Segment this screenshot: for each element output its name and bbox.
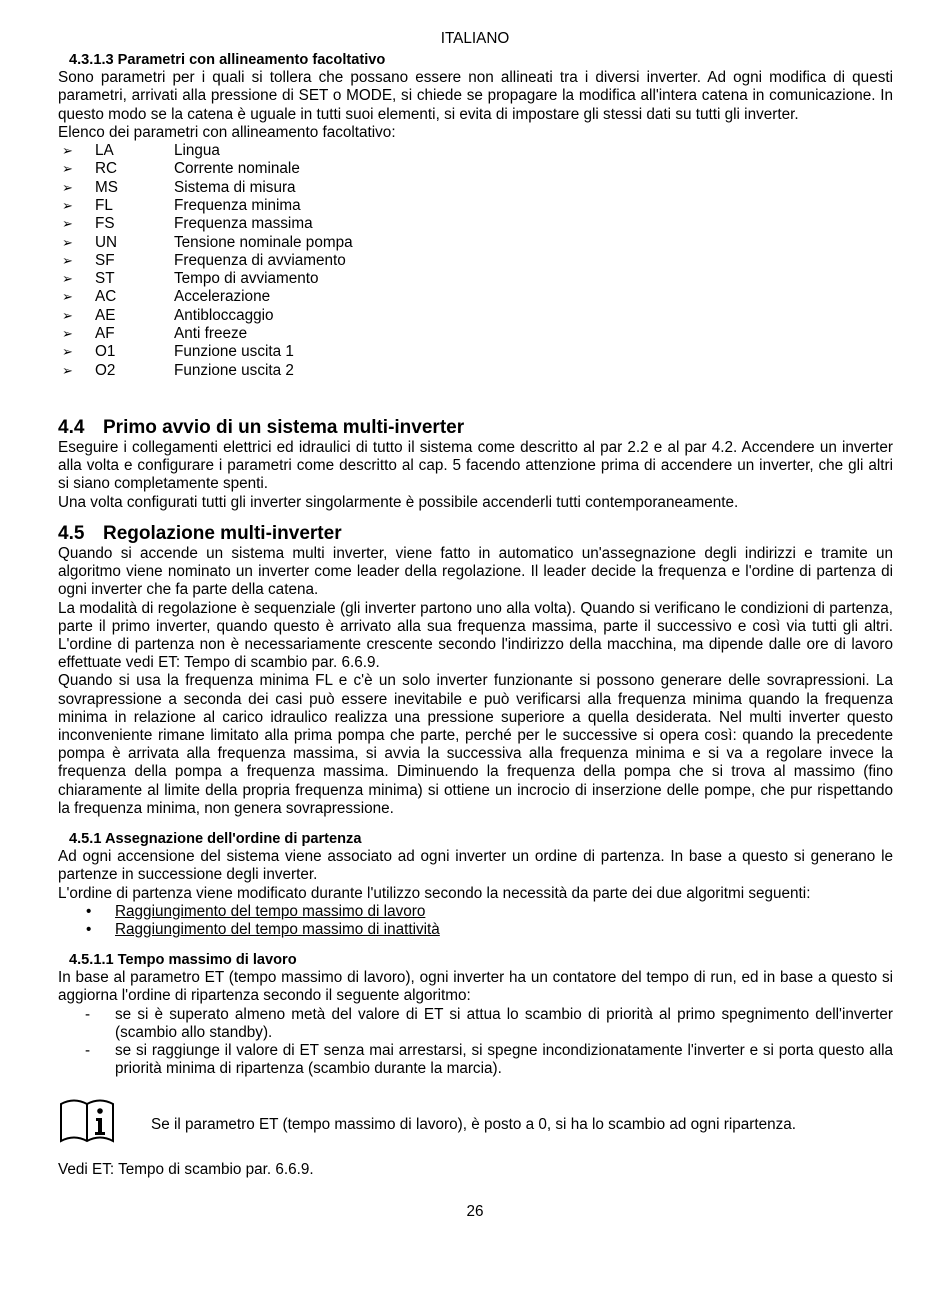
list-intro: Elenco dei parametri con allineamento facoltativo: [58,123,396,141]
param-code: AE [95,306,116,324]
section-heading [58,523,893,545]
section-paragraph: Sono parametri per i quali si tollera che possano essere non allineati tra i diversi inverter. Ad ogni modifica di questi parametri, arrivati alla pressione di SET o MODE, si chiede se propagare la modifica all'intera catena in comunicazione. In questo modo se la catena è uguale in tutti suoi elementi, si evita di impostare gli stessi dati su tutti gli inverter. [58,69,893,123]
param-desc: Lingua [174,142,220,160]
section-heading: 4.5.1.1 Tempo massimo di lavoro [69,952,297,968]
arrow-bullet-icon: ➢ [62,271,73,287]
section-number: 4.5 [58,523,85,544]
section-4-5-1-1 [58,951,893,1078]
section-4-3-1-3 [58,51,893,380]
bullet-icon: • [86,902,92,920]
list-item [58,1006,893,1042]
list-item [58,252,893,270]
param-desc: Frequenza massima [174,215,313,233]
param-desc: Funzione uscita 1 [174,343,294,361]
section-paragraph: Eseguire i collegamenti elettrici ed idraulici di tutto il sistema come descritto al par 2.2 e al par 4.2. Accendere un inverter alla volta e configurare i parametri come descritto al cap. 5 facendo attenzione prima di accendere un inverter, che gli altri si siano completamente spenti. [58,439,893,493]
param-desc: Accelerazione [174,288,271,306]
param-code: RC [95,160,118,178]
list-item [58,325,893,343]
param-desc: Sistema di misura [174,178,296,196]
see-also-text: Vedi ET: Tempo di scambio par. 6.6.9. [58,1161,314,1178]
param-code: O1 [95,343,116,361]
param-code: LA [95,142,114,160]
arrow-bullet-icon: ➢ [62,252,73,268]
param-desc: Frequenza minima [174,196,301,214]
bullet-icon: • [86,921,92,939]
dash-bullet-icon: - [85,1005,91,1023]
bullet-list [58,903,893,939]
section-paragraph: Ad ogni accensione del sistema viene associato ad ogni inverter un ordine di partenza. In base a questo si generano le partenze in successione degli inverter. [58,848,893,884]
section-paragraph: La modalità di regolazione è sequenziale (gli inverter partono uno alla volta). Quando si verificano le condizioni di partenza, parte il primo inverter, quando questo è arrivato alla sua frequenza massima, parte il successivo e così via tutti gli altri. L'ordine di partenza non è necessariamente crescente secondo l'indirizzo della macchina, ma dipende dalle ore di lavoro effettuate vedi ET: Tempo di scambio par. 6.6.9. [58,599,893,672]
arrow-bullet-icon: ➢ [62,325,73,341]
param-desc: Tempo di avviamento [174,270,319,288]
page-number: 26 [466,1203,484,1220]
list-item [58,179,893,197]
param-desc: Frequenza di avviamento [174,251,346,269]
section-4-5-1 [58,830,893,939]
arrow-bullet-icon: ➢ [62,216,73,232]
list-item [58,343,893,361]
parameter-list [58,142,893,380]
param-desc: Corrente nominale [174,160,300,178]
section-heading: 4.5.1 Assegnazione dell'ordine di partenza [69,831,362,847]
list-item [58,307,893,325]
param-desc: Funzione uscita 2 [174,361,294,379]
param-code: UN [95,233,118,251]
section-number: 4.4 [58,417,85,438]
param-desc: Tensione nominale pompa [174,233,353,251]
arrow-bullet-icon: ➢ [62,362,73,378]
dash-bullet-icon: - [85,1042,91,1060]
param-desc: Anti freeze [174,324,248,342]
bullet-text: Raggiungimento del tempo massimo di lavoro [115,902,426,920]
arrow-bullet-icon: ➢ [62,143,73,159]
arrow-bullet-icon: ➢ [62,289,73,305]
param-code: ST [95,270,115,288]
arrow-bullet-icon: ➢ [62,344,73,360]
section-title: Primo avvio di un sistema multi-inverter [103,417,465,438]
section-paragraph: Quando si accende un sistema multi inverter, viene fatto in automatico un'assegnazione degli indirizzi e tramite un algoritmo viene nominato un inverter come leader della regolazione. Il leader decide la frequenza e l'ordine di partenza di ogni inverter che fa parte della catena. [58,545,893,599]
list-item [58,234,893,252]
list-item [58,1042,893,1078]
param-code: SF [95,251,115,269]
section-paragraph: In base al parametro ET (tempo massimo di lavoro), ogni inverter ha un contatore del tempo di run, ed in base a questo si aggiorna l'ordine di ripartenza secondo il seguente algoritmo: [58,969,893,1005]
param-code: FS [95,215,115,233]
list-item [58,142,893,160]
list-item [58,160,893,178]
list-item [58,288,893,306]
param-code: FL [95,196,113,214]
param-code: AF [95,324,115,342]
section-paragraph: Una volta configurati tutti gli inverter singolarmente è possibile accenderli tutti contemporaneamente. [58,493,739,511]
section-4-5 [58,523,893,818]
page-header: ITALIANO [440,30,510,47]
list-item [58,270,893,288]
list-item [58,921,893,939]
info-book-icon [58,1097,116,1145]
list-item [58,215,893,233]
arrow-bullet-icon: ➢ [62,179,73,195]
section-paragraph: Quando si usa la frequenza minima FL e c'è un solo inverter funzionante si possono generare delle sovrapressioni. La sovrapressione a seconda dei casi può essere inevitabile e può verificarsi alla frequenza minima quando la frequenza minima in relazione al carico idraulico realizza una pressione superiore a quella desiderata. Nel multi inverter questo inconveniente rimane limitato alla prima pompa che parte, perché per le successive si opera così: quando la precedente pompa è arrivata alla frequenza massima, si avvia la successiva alla frequenza minima e si va a regolare invece la frequenza della pompa a frequenza massima. Diminuendo la frequenza della pompa che si trova al massimo (fino chiaramente al limite della propria frequenza minima) si ottiene un incrocio di inserzione delle pompe, che pur rispettando la frequenza minima, non genera sovrapressione. [58,672,893,817]
list-item [58,362,893,380]
param-desc: Antibloccaggio [174,306,274,324]
arrow-bullet-icon: ➢ [62,307,73,323]
section-title: Regolazione multi-inverter [103,523,342,544]
dash-text: se si raggiunge il valore di ET senza mai arrestarsi, si spegne incondizionatamente l'inverter e si porta questo alla priorità minima di ripartenza (scambio durante la marcia). [115,1042,893,1078]
section-heading [58,417,893,439]
dash-list [58,1006,893,1079]
param-code: AC [95,288,117,306]
arrow-bullet-icon: ➢ [62,234,73,250]
list-item [58,903,893,921]
arrow-bullet-icon: ➢ [62,197,73,213]
arrow-bullet-icon: ➢ [62,161,73,177]
param-code: O2 [95,361,116,379]
param-code: MS [95,178,118,196]
list-item [58,197,893,215]
info-note: Se il parametro ET (tempo massimo di lavoro), è posto a 0, si ha lo scambio ad ogni ripartenza. [151,1116,797,1133]
section-heading: 4.3.1.3 Parametri con allineamento facoltativo [69,52,386,68]
section-paragraph: L'ordine di partenza viene modificato durante l'utilizzo secondo la necessità da parte dei due algoritmi seguenti: [58,884,811,902]
section-4-4 [58,417,893,512]
dash-text: se si è superato almeno metà del valore di ET si attua lo scambio di priorità al primo spegnimento dell'inverter (scambio allo standby). [115,1005,893,1041]
bullet-text: Raggiungimento del tempo massimo di inattività [115,921,440,939]
